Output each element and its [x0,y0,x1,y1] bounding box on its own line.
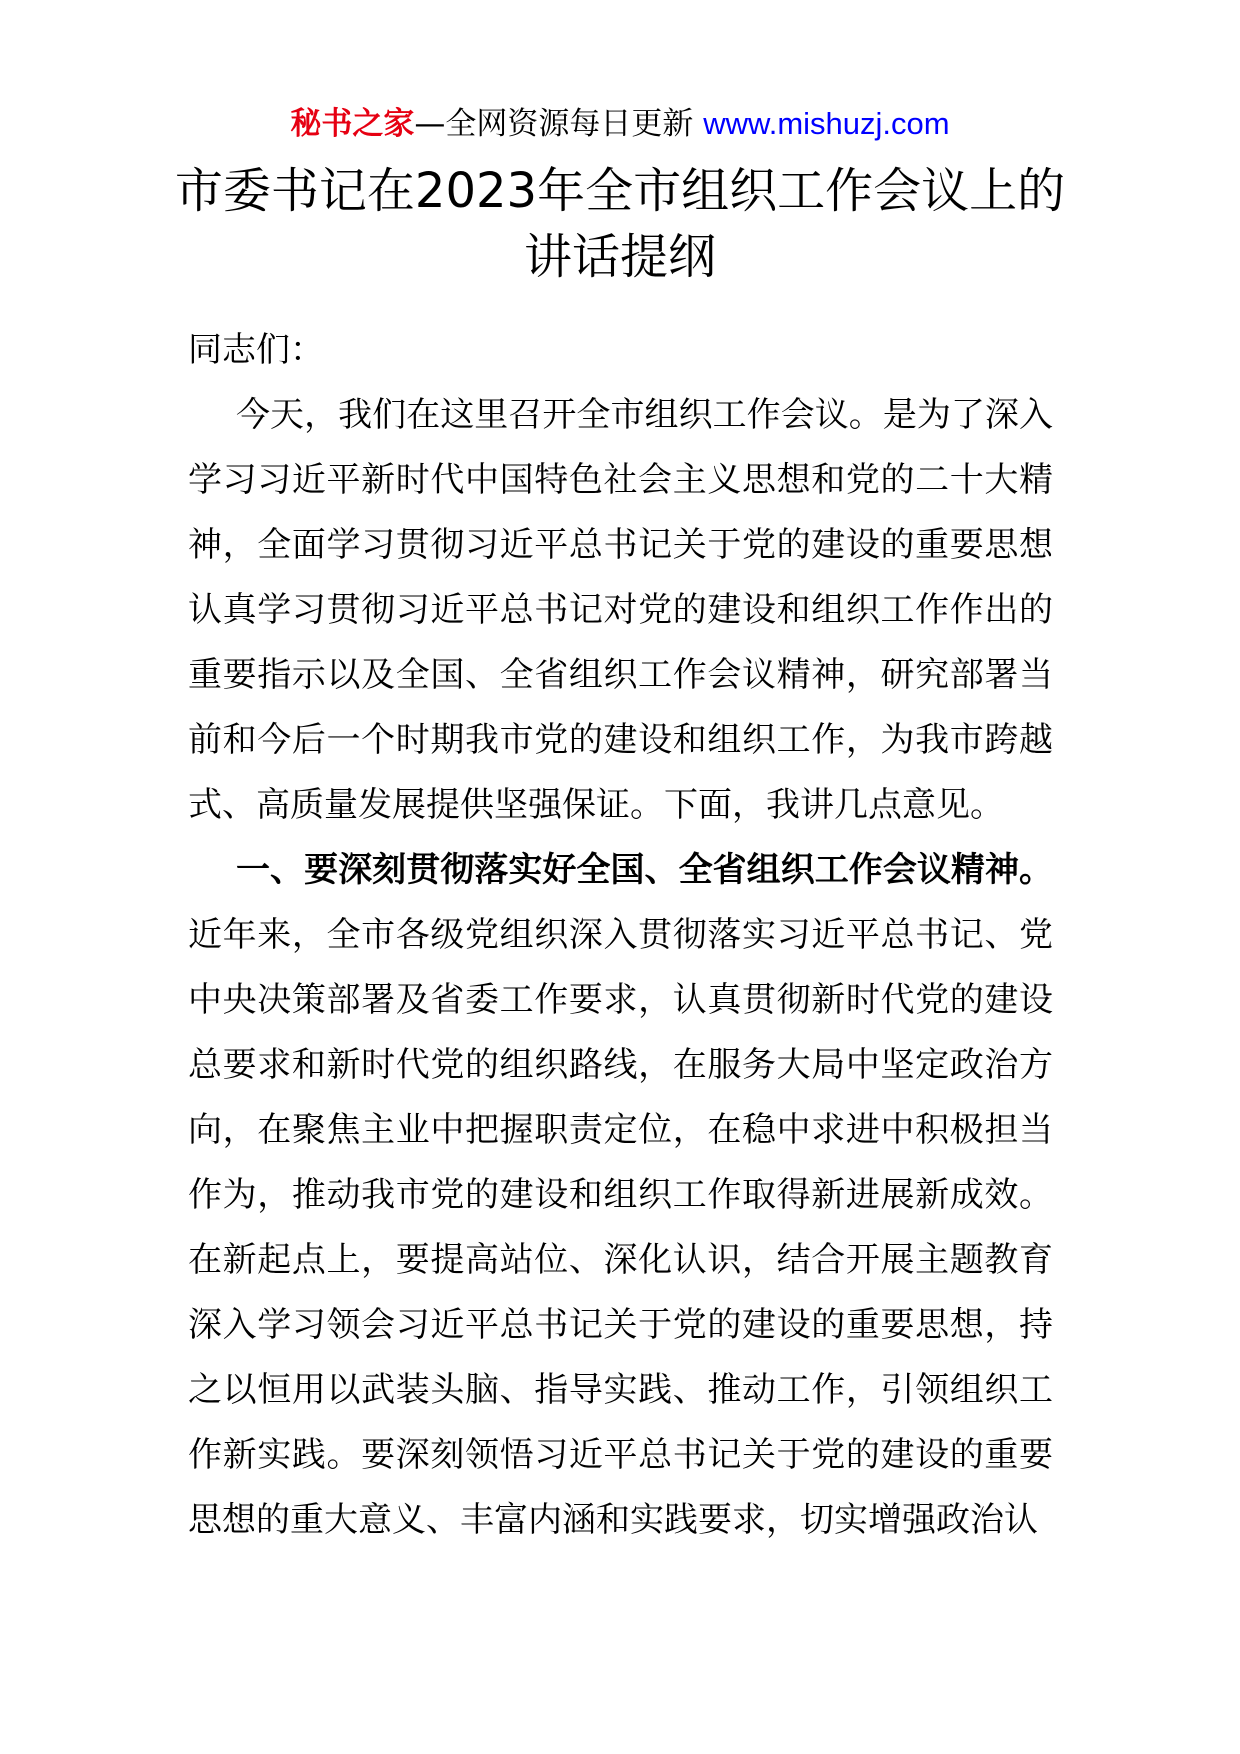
header-slogan: —全网资源每日更新 [414,106,704,142]
brand-name: 秘书之家 [290,106,415,142]
site-header [0,100,1240,148]
section-1 [188,838,1053,1553]
title-line-2: 讲话提纲 [523,229,716,285]
site-url-link[interactable]: www.mishuzj.com [703,106,950,141]
document-title [140,158,1100,290]
paragraph-intro: 今天，我们在这里召开全市组织工作会议。是为了深入学习习近平新时代中国特色社会主义思想和党的二十大精神，全面学习贯彻习近平总书记关于党的建设的重要思想认真学习贯彻习近平总书记对党的建设和组织工作作出的重要指示以及全国、全省组织工作会议精神，研究部署当前和今后一个时期我市党的建设和组织工作，为我市跨越式、高质量发展提供坚强保证。下面，我讲几点意见。 [188,395,1053,825]
salutation: 同志们： [188,330,324,370]
section-1-heading: 一、要深刻贯彻落实好全国、全省组织工作会议精神。 [236,850,1053,890]
document-body [188,318,1053,1553]
title-line-1: 市委书记在2023年全市组织工作会议上的 [174,163,1066,219]
section-1-body: 近年来，全市各级党组织深入贯彻落实习近平总书记、党中央决策部署及省委工作要求，认真贯彻新时代党的建设总要求和新时代党的组织路线，在服务大局中坚定政治方向，在聚焦主业中把握职责定位，在稳中求进中积极担当作为，推动我市党的建设和组织工作取得新进展新成效。在新起点上，要提高站位、深化认识，结合开展主题教育深入学习领会习近平总书记关于党的建设的重要思想，持之以恒用以武装头脑、指导实践、推动工作，引领组织工作新实践。要深刻领悟习近平总书记关于党的建设的重要思想的重大意义、丰富内涵和实践要求，切实增强政治认 [188,915,1053,1540]
